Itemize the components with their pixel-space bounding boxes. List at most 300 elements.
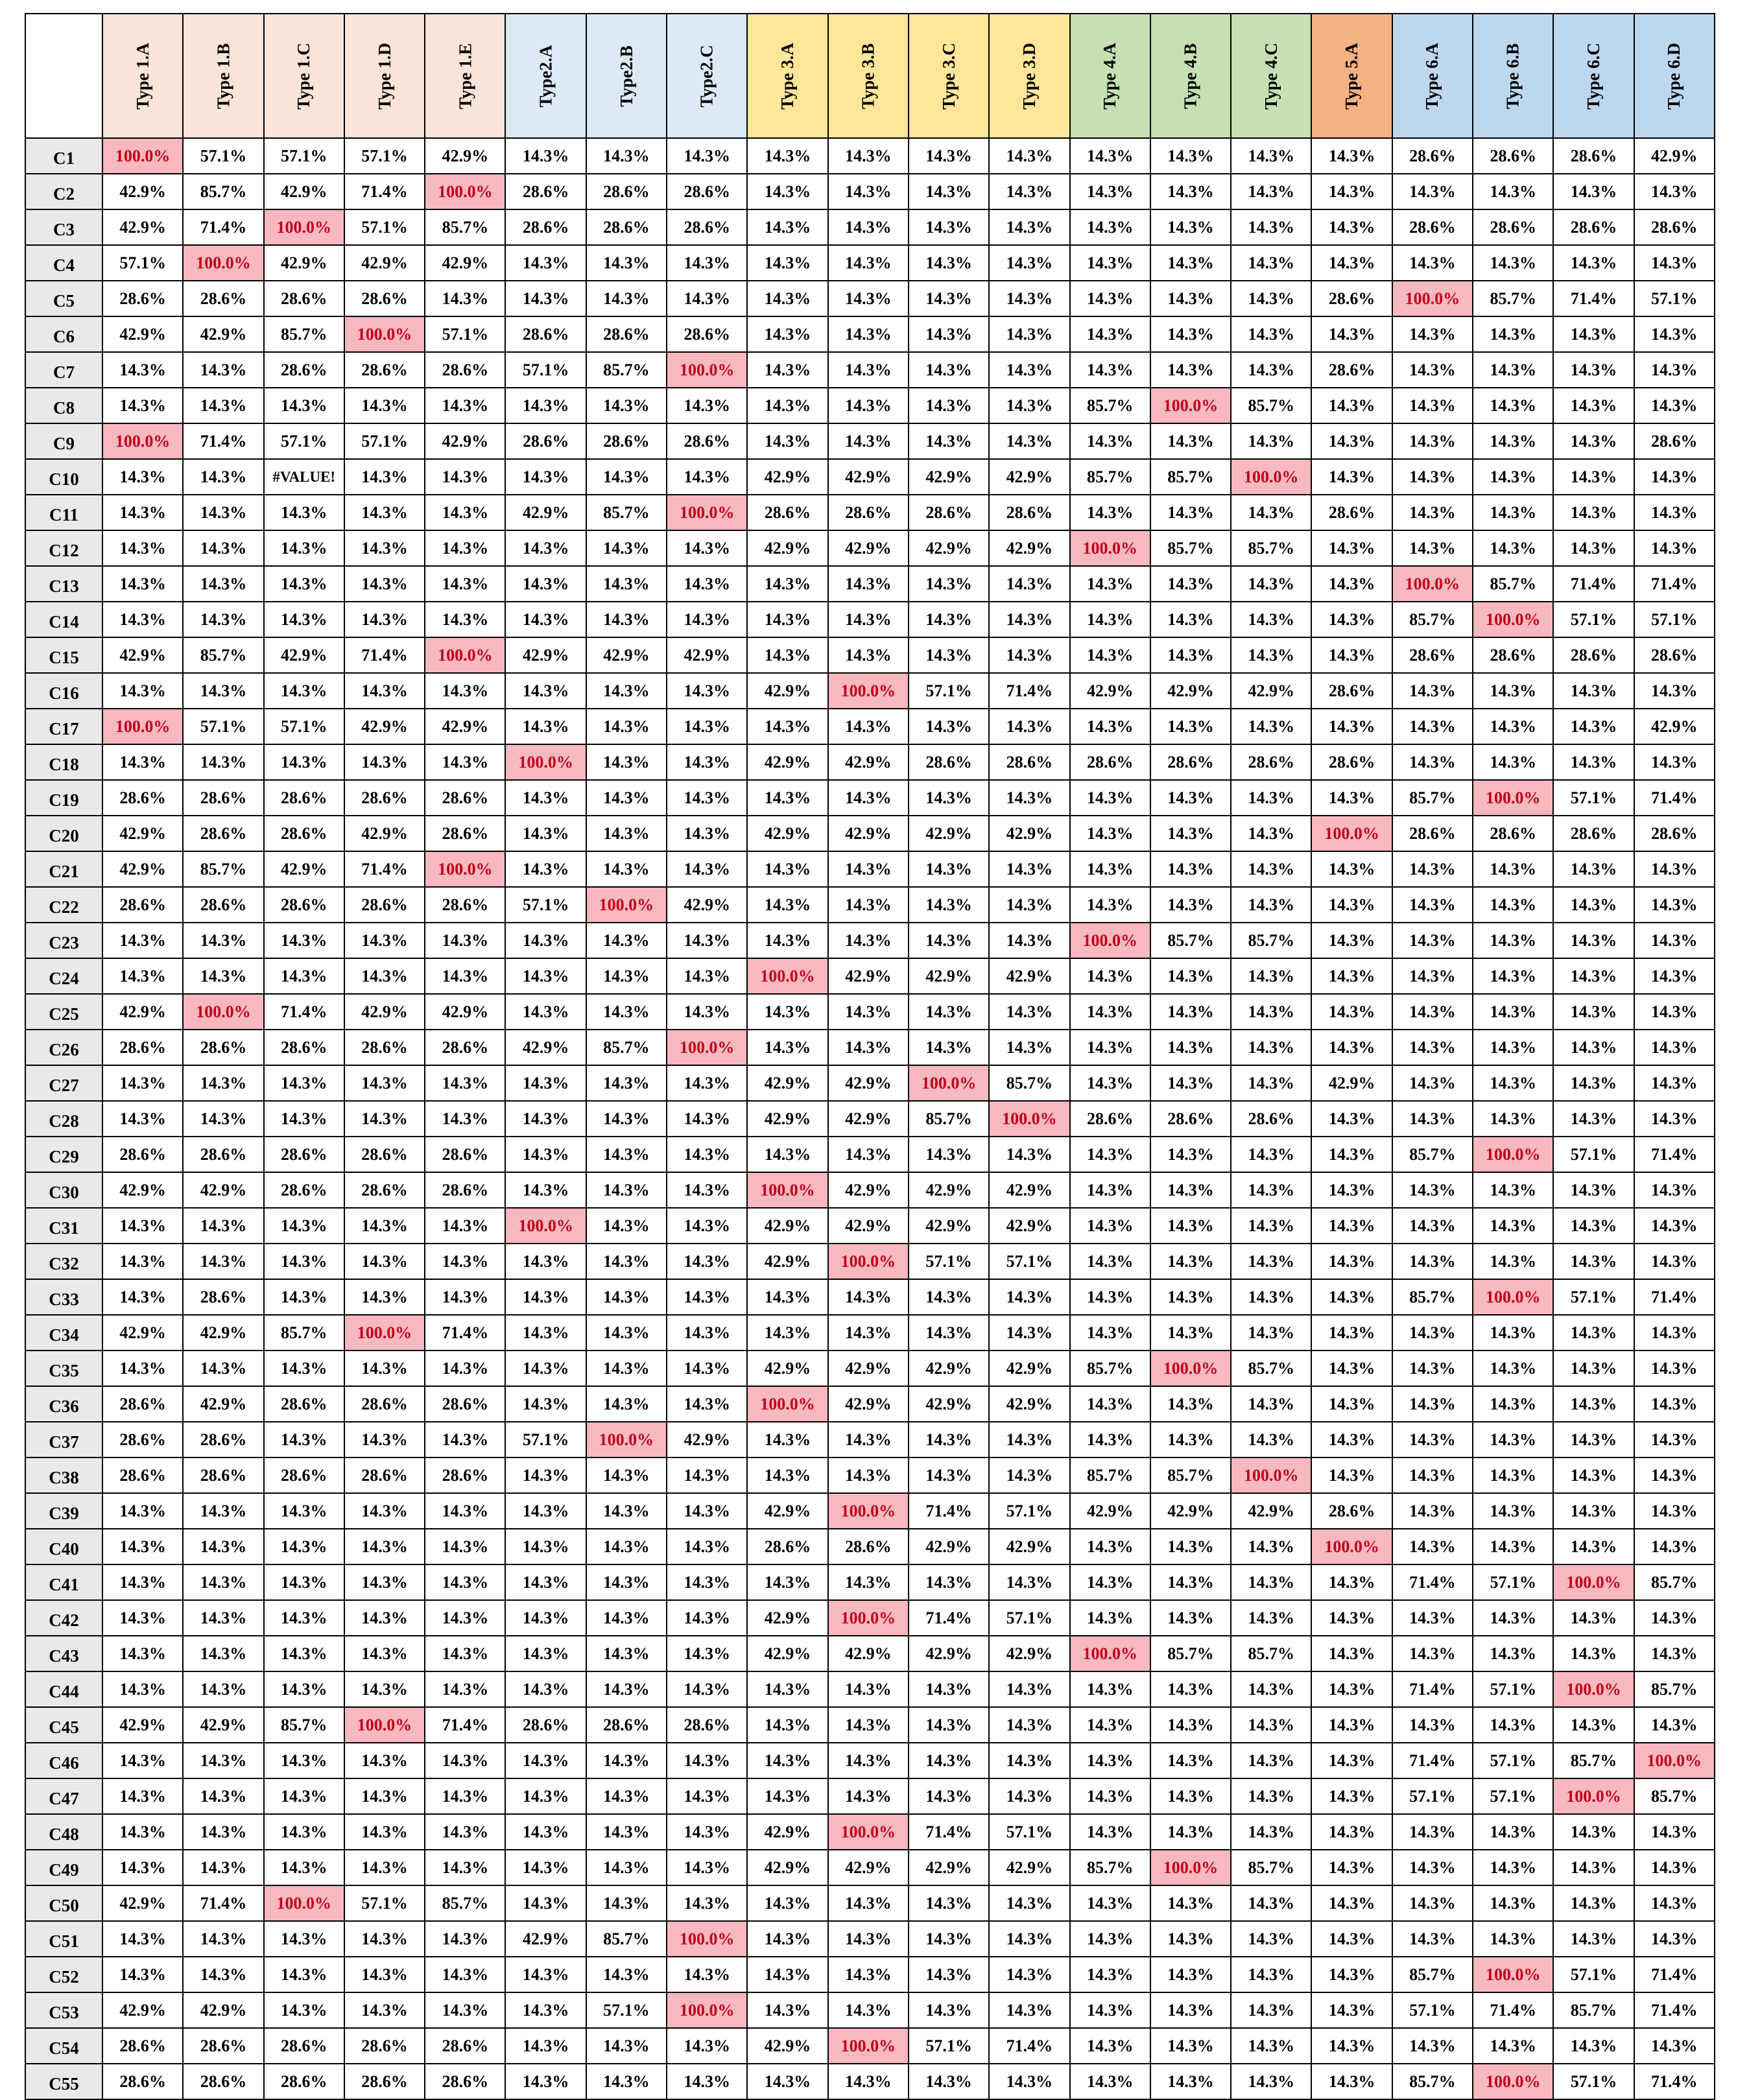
table-cell[interactable]: 14.3% [505,459,586,495]
table-cell[interactable]: 57.1% [264,709,344,744]
table-cell[interactable]: 28.6% [102,887,183,923]
column-header[interactable] [1634,14,1715,138]
table-cell[interactable]: 14.3% [828,316,909,352]
table-cell[interactable]: 14.3% [1231,1921,1311,1957]
row-header[interactable]: C7 [25,352,102,388]
table-cell[interactable]: 42.9% [747,1244,827,1279]
table-cell[interactable]: 14.3% [1150,566,1231,602]
table-cell[interactable]: 28.6% [1392,637,1473,673]
table-cell[interactable]: 100.0% [1553,1564,1634,1600]
table-cell[interactable]: 85.7% [1392,1957,1473,1992]
table-cell[interactable]: 85.7% [586,495,667,530]
table-cell[interactable]: 14.3% [183,1564,263,1600]
table-cell[interactable]: 14.3% [102,1600,183,1636]
table-cell[interactable]: 14.3% [1231,316,1311,352]
table-cell[interactable]: 14.3% [1553,316,1634,352]
table-cell[interactable]: 14.3% [1150,423,1231,459]
table-cell[interactable]: 57.1% [425,316,505,352]
table-cell[interactable]: 71.4% [1553,281,1634,316]
table-cell[interactable]: 14.3% [183,602,263,637]
row-header[interactable]: C39 [25,1493,102,1529]
table-cell[interactable]: 14.3% [344,1351,425,1386]
table-cell[interactable]: 14.3% [1231,1529,1311,1564]
table-cell[interactable]: 14.3% [1150,209,1231,245]
table-cell[interactable]: 14.3% [1150,2064,1231,2099]
table-cell[interactable]: 14.3% [505,1386,586,1422]
table-cell[interactable]: 14.3% [909,1315,989,1351]
table-cell[interactable]: 71.4% [344,851,425,887]
row-header[interactable]: C49 [25,1850,102,1885]
table-cell[interactable]: 14.3% [909,851,989,887]
table-cell[interactable]: 42.9% [747,530,827,566]
column-header[interactable] [1231,14,1311,138]
table-cell[interactable]: 14.3% [1070,1208,1150,1244]
table-cell[interactable]: 42.9% [909,1172,989,1208]
table-cell[interactable]: 14.3% [1634,958,1715,994]
table-cell[interactable]: 57.1% [1473,1778,1553,1814]
table-cell[interactable]: 14.3% [667,1279,747,1315]
table-cell[interactable]: 14.3% [505,281,586,316]
table-cell[interactable]: 14.3% [425,1850,505,1885]
table-cell[interactable]: 14.3% [828,1778,909,1814]
table-cell[interactable]: 14.3% [1070,1778,1150,1814]
table-cell[interactable]: 14.3% [344,530,425,566]
table-cell[interactable]: 14.3% [1311,709,1392,744]
row-header[interactable]: C1 [25,138,102,174]
table-cell[interactable]: 57.1% [1553,1137,1634,1172]
table-cell[interactable]: 100.0% [264,1885,344,1921]
table-cell[interactable]: 42.9% [1070,673,1150,709]
table-cell[interactable]: 14.3% [1634,1030,1715,1065]
column-header[interactable] [264,14,344,138]
table-cell[interactable]: 14.3% [586,1564,667,1600]
table-cell[interactable]: 28.6% [344,1386,425,1422]
table-cell[interactable]: 14.3% [344,1814,425,1850]
table-cell[interactable]: 14.3% [102,1921,183,1957]
table-cell[interactable]: 14.3% [828,1707,909,1743]
table-cell[interactable]: 14.3% [1150,1422,1231,1457]
table-cell[interactable]: 100.0% [989,1101,1069,1137]
table-cell[interactable]: 14.3% [505,1351,586,1386]
table-cell[interactable]: 14.3% [1473,1457,1553,1493]
row-header[interactable]: C22 [25,887,102,923]
table-cell[interactable]: 14.3% [667,1564,747,1600]
table-cell[interactable]: 14.3% [425,1778,505,1814]
table-cell[interactable]: 14.3% [505,1172,586,1208]
table-cell[interactable]: 14.3% [1553,1101,1634,1137]
table-cell[interactable]: 14.3% [909,174,989,209]
table-cell[interactable]: 85.7% [1150,1636,1231,1671]
table-cell[interactable]: 14.3% [183,1065,263,1101]
table-cell[interactable]: 14.3% [344,1957,425,1992]
row-header[interactable]: C21 [25,851,102,887]
table-cell[interactable]: 14.3% [1150,1279,1231,1315]
table-cell[interactable]: 85.7% [1231,530,1311,566]
table-cell[interactable]: 14.3% [909,1671,989,1707]
row-header[interactable]: C29 [25,1137,102,1172]
table-cell[interactable]: 14.3% [1231,495,1311,530]
table-cell[interactable]: 42.9% [828,1850,909,1885]
table-cell[interactable]: 14.3% [1150,281,1231,316]
table-cell[interactable]: 42.9% [747,1814,827,1850]
table-cell[interactable]: 14.3% [1311,388,1392,423]
table-cell[interactable]: 42.9% [667,1422,747,1457]
table-cell[interactable]: 14.3% [586,1743,667,1778]
table-cell[interactable]: 14.3% [505,1778,586,1814]
table-cell[interactable]: 28.6% [1634,637,1715,673]
table-cell[interactable]: 14.3% [667,1850,747,1885]
table-cell[interactable]: 14.3% [1231,1422,1311,1457]
table-cell[interactable]: 14.3% [1311,1671,1392,1707]
table-cell[interactable]: 14.3% [586,994,667,1030]
table-cell[interactable]: 14.3% [183,923,263,958]
table-cell[interactable]: 14.3% [1150,1707,1231,1743]
column-header[interactable] [1473,14,1553,138]
table-cell[interactable]: 14.3% [425,1671,505,1707]
row-header[interactable]: C3 [25,209,102,245]
table-cell[interactable]: 14.3% [828,352,909,388]
row-header[interactable]: C52 [25,1957,102,1992]
table-cell[interactable]: 14.3% [1553,1422,1634,1457]
table-cell[interactable]: 14.3% [1392,1493,1473,1529]
row-header[interactable]: C17 [25,709,102,744]
table-cell[interactable]: 14.3% [828,923,909,958]
table-cell[interactable]: 14.3% [909,602,989,637]
table-cell[interactable]: 14.3% [425,566,505,602]
table-cell[interactable]: 14.3% [1150,1992,1231,2028]
table-cell[interactable]: 14.3% [747,709,827,744]
table-cell[interactable]: 14.3% [1231,1778,1311,1814]
table-cell[interactable]: 100.0% [747,1172,827,1208]
table-cell[interactable]: 28.6% [1392,816,1473,851]
table-cell[interactable]: 14.3% [1311,1315,1392,1351]
table-cell[interactable]: 14.3% [425,495,505,530]
table-cell[interactable]: 100.0% [1070,1636,1150,1671]
table-cell[interactable]: 28.6% [183,1137,263,1172]
table-cell[interactable]: 14.3% [1231,887,1311,923]
table-cell[interactable]: 42.9% [747,816,827,851]
table-cell[interactable]: 14.3% [1553,744,1634,780]
table-cell[interactable]: 14.3% [505,138,586,174]
table-cell[interactable]: 14.3% [183,1529,263,1564]
table-cell[interactable]: 14.3% [183,1778,263,1814]
table-cell[interactable]: 100.0% [667,352,747,388]
table-cell[interactable]: 14.3% [264,1957,344,1992]
table-cell[interactable]: 42.9% [102,316,183,352]
table-cell[interactable]: 57.1% [989,1244,1069,1279]
table-cell[interactable]: 14.3% [102,566,183,602]
table-cell[interactable]: 14.3% [1473,1814,1553,1850]
table-cell[interactable]: 28.6% [828,1529,909,1564]
table-cell[interactable]: 14.3% [1311,994,1392,1030]
table-cell[interactable]: 14.3% [505,1743,586,1778]
table-cell[interactable]: 14.3% [667,923,747,958]
row-header[interactable]: C34 [25,1315,102,1351]
table-cell[interactable]: 14.3% [102,1814,183,1850]
table-cell[interactable]: 14.3% [667,459,747,495]
table-cell[interactable]: 14.3% [1311,1172,1392,1208]
table-cell[interactable]: 100.0% [425,174,505,209]
table-cell[interactable]: 14.3% [989,1885,1069,1921]
table-cell[interactable]: 14.3% [667,1351,747,1386]
table-cell[interactable]: 14.3% [425,1208,505,1244]
table-cell[interactable]: 14.3% [1070,352,1150,388]
table-cell[interactable]: 14.3% [1070,1422,1150,1457]
table-cell[interactable]: 85.7% [1070,459,1150,495]
table-cell[interactable]: 71.4% [989,673,1069,709]
table-cell[interactable]: 28.6% [344,1457,425,1493]
table-cell[interactable]: 28.6% [989,744,1069,780]
table-cell[interactable]: 28.6% [586,423,667,459]
table-cell[interactable]: 42.9% [425,709,505,744]
table-cell[interactable]: 14.3% [183,1600,263,1636]
table-cell[interactable]: 14.3% [1070,1279,1150,1315]
table-cell[interactable]: 14.3% [1473,245,1553,281]
table-cell[interactable]: 14.3% [828,1030,909,1065]
table-cell[interactable]: 28.6% [1553,637,1634,673]
table-cell[interactable]: 14.3% [183,1743,263,1778]
table-cell[interactable]: 14.3% [1634,495,1715,530]
table-cell[interactable]: 14.3% [1070,887,1150,923]
table-cell[interactable]: 14.3% [586,138,667,174]
table-cell[interactable]: 71.4% [183,1885,263,1921]
table-cell[interactable]: 28.6% [425,1457,505,1493]
table-cell[interactable]: 14.3% [1553,1030,1634,1065]
table-cell[interactable]: 14.3% [1392,1172,1473,1208]
table-cell[interactable]: 28.6% [264,780,344,816]
table-cell[interactable]: 14.3% [1070,1315,1150,1351]
table-cell[interactable]: 14.3% [1634,388,1715,423]
table-cell[interactable]: 14.3% [1473,1030,1553,1065]
table-cell[interactable]: 14.3% [102,744,183,780]
table-cell[interactable]: 71.4% [1634,780,1715,816]
table-cell[interactable]: 14.3% [102,495,183,530]
table-cell[interactable]: 14.3% [344,1279,425,1315]
table-cell[interactable]: 42.9% [1311,1065,1392,1101]
table-cell[interactable]: 14.3% [828,1921,909,1957]
table-cell[interactable]: 100.0% [1553,1671,1634,1707]
table-cell[interactable]: 14.3% [264,1921,344,1957]
table-cell[interactable]: 28.6% [183,1422,263,1457]
table-cell[interactable]: 14.3% [1150,887,1231,923]
row-header[interactable]: C13 [25,566,102,602]
table-cell[interactable]: 14.3% [667,1065,747,1101]
table-cell[interactable]: 14.3% [102,1671,183,1707]
table-cell[interactable]: 14.3% [1231,1814,1311,1850]
table-cell[interactable]: 14.3% [1473,709,1553,744]
table-cell[interactable]: 42.9% [989,958,1069,994]
table-cell[interactable]: 14.3% [1070,780,1150,816]
table-cell[interactable]: 14.3% [1070,1564,1150,1600]
table-cell[interactable]: #VALUE! [264,459,344,495]
table-cell[interactable]: 28.6% [102,2064,183,2099]
table-cell[interactable]: 14.3% [425,1279,505,1315]
table-cell[interactable]: 42.9% [828,958,909,994]
table-cell[interactable]: 14.3% [586,566,667,602]
table-cell[interactable]: 14.3% [1070,2028,1150,2064]
table-cell[interactable]: 14.3% [505,388,586,423]
table-cell[interactable]: 14.3% [1150,1957,1231,1992]
table-cell[interactable]: 100.0% [667,1992,747,2028]
table-cell[interactable]: 28.6% [344,1172,425,1208]
table-cell[interactable]: 14.3% [1392,1030,1473,1065]
table-cell[interactable]: 100.0% [1231,459,1311,495]
table-cell[interactable]: 14.3% [344,673,425,709]
table-cell[interactable]: 14.3% [425,1351,505,1386]
table-cell[interactable]: 14.3% [989,1457,1069,1493]
table-cell[interactable]: 14.3% [505,1600,586,1636]
table-cell[interactable]: 42.9% [989,1636,1069,1671]
table-cell[interactable]: 14.3% [425,1957,505,1992]
table-cell[interactable]: 14.3% [102,1743,183,1778]
table-cell[interactable]: 14.3% [1231,637,1311,673]
table-cell[interactable]: 85.7% [1231,1636,1311,1671]
table-cell[interactable]: 14.3% [1231,1743,1311,1778]
table-cell[interactable]: 42.9% [102,1707,183,1743]
table-cell[interactable]: 14.3% [505,1137,586,1172]
table-cell[interactable]: 14.3% [1150,637,1231,673]
table-cell[interactable]: 14.3% [344,1244,425,1279]
table-cell[interactable]: 14.3% [1150,1564,1231,1600]
row-header[interactable]: C54 [25,2028,102,2064]
table-cell[interactable]: 14.3% [1150,709,1231,744]
table-cell[interactable]: 28.6% [586,1707,667,1743]
table-cell[interactable]: 14.3% [586,530,667,566]
table-cell[interactable]: 14.3% [747,1885,827,1921]
table-cell[interactable]: 14.3% [1553,1921,1634,1957]
table-cell[interactable]: 85.7% [1070,1351,1150,1386]
table-cell[interactable]: 14.3% [667,1778,747,1814]
table-cell[interactable]: 14.3% [1231,851,1311,887]
table-cell[interactable]: 85.7% [1070,1457,1150,1493]
table-cell[interactable]: 14.3% [1553,423,1634,459]
table-cell[interactable]: 100.0% [1473,780,1553,816]
table-cell[interactable]: 14.3% [747,602,827,637]
table-cell[interactable]: 14.3% [344,1529,425,1564]
table-cell[interactable]: 14.3% [667,1814,747,1850]
table-cell[interactable]: 14.3% [667,138,747,174]
table-cell[interactable]: 71.4% [1634,1137,1715,1172]
row-header[interactable]: C37 [25,1422,102,1457]
table-cell[interactable]: 71.4% [1553,566,1634,602]
row-header[interactable]: C41 [25,1564,102,1600]
table-cell[interactable]: 14.3% [1553,1600,1634,1636]
table-cell[interactable]: 57.1% [1553,1279,1634,1315]
table-cell[interactable]: 14.3% [586,1137,667,1172]
table-cell[interactable]: 14.3% [909,637,989,673]
table-cell[interactable]: 57.1% [1392,1992,1473,2028]
table-cell[interactable]: 14.3% [183,1957,263,1992]
table-cell[interactable]: 42.9% [102,851,183,887]
table-cell[interactable]: 14.3% [1150,174,1231,209]
table-cell[interactable]: 14.3% [909,780,989,816]
table-cell[interactable]: 28.6% [1473,637,1553,673]
table-cell[interactable]: 14.3% [1553,388,1634,423]
table-cell[interactable]: 14.3% [505,2064,586,2099]
table-cell[interactable]: 42.9% [102,209,183,245]
table-cell[interactable]: 42.9% [102,1172,183,1208]
table-cell[interactable]: 14.3% [667,1493,747,1529]
table-cell[interactable]: 14.3% [264,1208,344,1244]
table-cell[interactable]: 14.3% [828,1279,909,1315]
table-cell[interactable]: 14.3% [586,1351,667,1386]
table-cell[interactable]: 14.3% [667,673,747,709]
table-cell[interactable]: 28.6% [586,209,667,245]
table-cell[interactable]: 14.3% [1311,923,1392,958]
table-cell[interactable]: 14.3% [1070,245,1150,281]
table-cell[interactable]: 28.6% [264,887,344,923]
table-cell[interactable]: 14.3% [828,566,909,602]
table-cell[interactable]: 14.3% [747,174,827,209]
table-cell[interactable]: 57.1% [344,209,425,245]
table-cell[interactable]: 42.9% [747,1493,827,1529]
table-cell[interactable]: 42.9% [989,459,1069,495]
table-cell[interactable]: 28.6% [425,2028,505,2064]
table-cell[interactable]: 14.3% [505,1636,586,1671]
table-cell[interactable]: 14.3% [1150,316,1231,352]
table-cell[interactable]: 42.9% [828,459,909,495]
table-cell[interactable]: 14.3% [1070,709,1150,744]
table-cell[interactable]: 14.3% [747,923,827,958]
table-cell[interactable]: 14.3% [1392,316,1473,352]
table-cell[interactable]: 14.3% [505,709,586,744]
column-header[interactable] [505,14,586,138]
table-cell[interactable]: 85.7% [1231,923,1311,958]
table-cell[interactable]: 14.3% [586,1065,667,1101]
table-cell[interactable]: 42.9% [505,495,586,530]
table-cell[interactable]: 14.3% [1231,1386,1311,1422]
table-cell[interactable]: 85.7% [264,316,344,352]
table-cell[interactable]: 14.3% [1473,1707,1553,1743]
table-cell[interactable]: 28.6% [1150,1101,1231,1137]
table-cell[interactable]: 28.6% [344,887,425,923]
table-cell[interactable]: 14.3% [1553,1457,1634,1493]
table-cell[interactable]: 14.3% [1392,1850,1473,1885]
table-cell[interactable]: 14.3% [909,923,989,958]
table-cell[interactable]: 14.3% [1553,1493,1634,1529]
table-cell[interactable]: 14.3% [747,1137,827,1172]
table-cell[interactable]: 14.3% [909,1457,989,1493]
table-cell[interactable]: 14.3% [747,1457,827,1493]
table-cell[interactable]: 14.3% [264,923,344,958]
table-cell[interactable]: 14.3% [1553,1885,1634,1921]
table-cell[interactable]: 14.3% [1311,2028,1392,2064]
table-cell[interactable]: 14.3% [1231,423,1311,459]
table-cell[interactable]: 14.3% [183,1814,263,1850]
table-cell[interactable]: 100.0% [828,2028,909,2064]
table-cell[interactable]: 14.3% [102,673,183,709]
table-cell[interactable]: 14.3% [747,352,827,388]
table-cell[interactable]: 14.3% [183,388,263,423]
table-cell[interactable]: 14.3% [425,1600,505,1636]
table-cell[interactable]: 14.3% [1553,1172,1634,1208]
table-cell[interactable]: 14.3% [1473,530,1553,566]
table-cell[interactable]: 14.3% [425,459,505,495]
table-cell[interactable]: 14.3% [828,1992,909,2028]
table-cell[interactable]: 14.3% [586,1279,667,1315]
table-cell[interactable]: 14.3% [1634,1529,1715,1564]
table-cell[interactable]: 85.7% [1392,2064,1473,2099]
table-cell[interactable]: 14.3% [1473,1636,1553,1671]
table-cell[interactable]: 14.3% [747,138,827,174]
table-cell[interactable]: 14.3% [586,1208,667,1244]
table-cell[interactable]: 100.0% [505,1208,586,1244]
table-cell[interactable]: 42.9% [183,1315,263,1351]
table-cell[interactable]: 14.3% [667,2064,747,2099]
table-cell[interactable]: 14.3% [344,1636,425,1671]
table-cell[interactable]: 14.3% [505,1992,586,2028]
table-cell[interactable]: 14.3% [1634,1636,1715,1671]
